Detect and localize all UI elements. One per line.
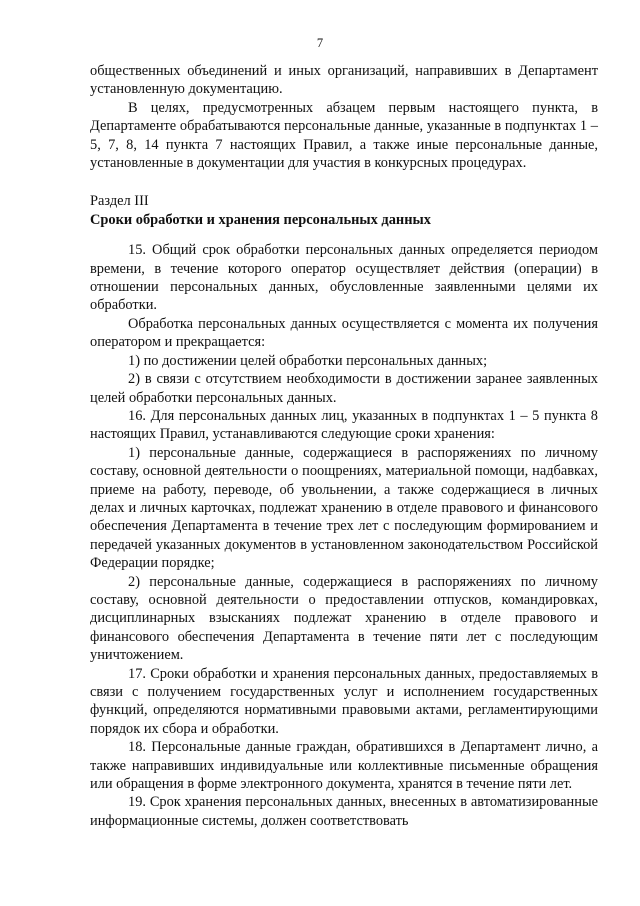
intro-paragraph-2: В целях, предусмотренных абзацем первым настоящего пункта, в Департаменте обрабатываются персональные данные, указанные в подпунктах 1 – 5, 7, 8, 14 пункта 7 настоящих Правил, а также иные персональные данные, установленные в документации для участия в конкурсных процедурах. — [90, 99, 598, 172]
intro-paragraph-1: общественных объединений и иных организаций, направивших в Департамент установленную документацию. — [90, 63, 598, 98]
section-number: Раздел III — [90, 193, 149, 210]
paragraph-15: 15. Общий срок обработки персональных данных определяется периодом времени, в течение которого оператор осуществляет действия (операции) в отношении персональных данных, обусловленные заявленными целями их обработки. — [90, 242, 598, 314]
paragraph-15-processing: Обработка персональных данных осуществляется с момента их получения оператором и прекращается: — [90, 315, 598, 351]
paragraph-16: 16. Для персональных данных лиц, указанных в подпунктах 1 – 5 пункта 8 настоящих Правил, устанавливаются следующие сроки хранения: — [90, 407, 598, 443]
section-title: Сроки обработки и хранения персональных данных — [90, 211, 431, 228]
paragraph-17: 17. Сроки обработки и хранения персональных данных, предоставляемых в связи с получением государственных услуг и исполнением государственных функций, определяются нормативными правовыми актами, регламентирующими порядок их сбора и обработки. — [90, 665, 598, 737]
paragraph-16-item-1: 1) персональные данные, содержащиеся в распоряжениях по личному составу, основной деятельности о поощрениях, материальной помощи, надбавках, приеме на работу, переводе, об увольнении, а также содержащиеся в личных делах и личных карточках, подлежат хранению в отделе правового и финансового обеспечения Департамента в течение трех лет с последующим формированием и передачей указанных документов в установленном законодательством Российской Федерации порядке; — [90, 444, 598, 572]
paragraph-15-item-2: 2) в связи с отсутствием необходимости в достижении заранее заявленных целей обработки персональных данных. — [90, 371, 598, 406]
paragraph-16-item-2: 2) персональные данные, содержащиеся в распоряжениях по личному составу, основной деятельности о предоставлении отпусков, командировках, дисциплинарных взысканиях подлежат хранению в отделе правового и финансового обеспечения Департамента в течение пяти лет с последующим уничтожением. — [90, 573, 598, 664]
document-body — [90, 62, 598, 830]
paragraph-19: 19. Срок хранения персональных данных, внесенных в автоматизированные информационные системы, должен соответствовать — [90, 794, 598, 829]
paragraph-15-item-1: 1) по достижении целей обработки персональных данных; — [128, 352, 488, 369]
paragraph-18: 18. Персональные данные граждан, обратившихся в Департамент лично, а также направивших индивидуальные или коллективные письменные обращения или обращения в форме электронного документа, хранятся в течение пяти лет. — [90, 739, 598, 793]
page-number: 7 — [316, 36, 324, 50]
